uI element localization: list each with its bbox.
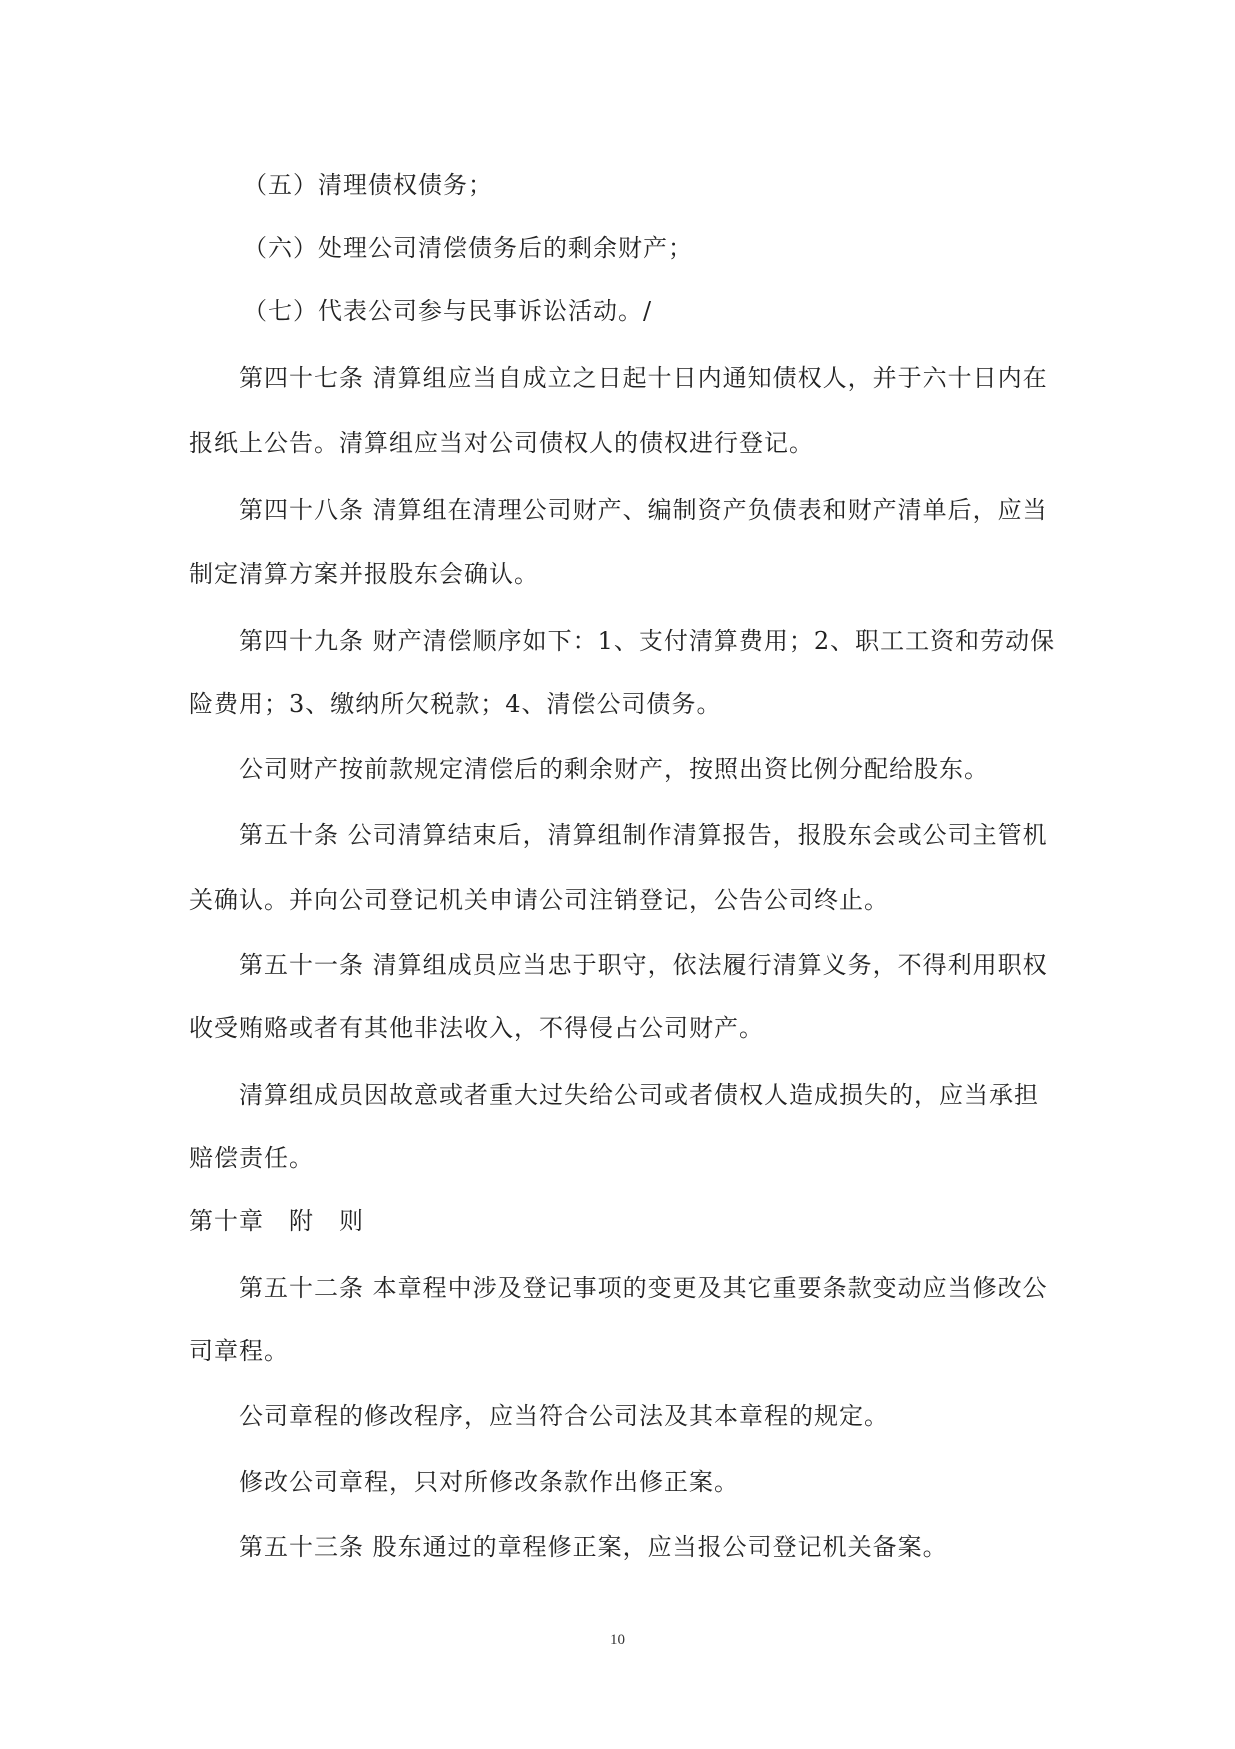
paragraph-line: 收受贿赂或者有其他非法收入，不得侵占公司财产。 — [189, 1014, 764, 1042]
paragraph-line: 第四十八条 清算组在清理公司财产、编制资产负债表和财产清单后，应当 — [239, 496, 1048, 524]
paragraph-line: 清算组成员因故意或者重大过失给公司或者债权人造成损失的，应当承担 — [239, 1081, 1039, 1109]
paragraph-line: 第五十三条 股东通过的章程修正案，应当报公司登记机关备案。 — [239, 1533, 948, 1561]
paragraph-line: 公司章程的修改程序，应当符合公司法及其本章程的规定。 — [239, 1402, 889, 1430]
paragraph-line: 险费用；3、缴纳所欠税款；4、清偿公司债务。 — [189, 690, 722, 718]
paragraph-line: 制定清算方案并报股东会确认。 — [189, 560, 539, 588]
paragraph-line: （七）代表公司参与民事诉讼活动。/ — [243, 297, 653, 325]
paragraph-line: 第四十九条 财产清偿顺序如下：1、支付清算费用；2、职工工资和劳动保 — [239, 627, 1056, 655]
paragraph-line: 司章程。 — [189, 1337, 289, 1365]
paragraph-line: 赔偿责任。 — [189, 1144, 314, 1172]
paragraph-line: 公司财产按前款规定清偿后的剩余财产，按照出资比例分配给股东。 — [239, 755, 989, 783]
paragraph-line: 第五十一条 清算组成员应当忠于职守，依法履行清算义务，不得利用职权 — [239, 951, 1048, 979]
paragraph-line: （五）清理债权债务； — [243, 171, 493, 199]
paragraph-line: 报纸上公告。清算组应当对公司债权人的债权进行登记。 — [189, 429, 814, 457]
paragraph-line: 第五十条 公司清算结束后，清算组制作清算报告，报股东会或公司主管机 — [239, 821, 1048, 849]
paragraph-line: 第五十二条 本章程中涉及登记事项的变更及其它重要条款变动应当修改公 — [239, 1274, 1048, 1302]
paragraph-line: 第四十七条 清算组应当自成立之日起十日内通知债权人，并于六十日内在 — [239, 364, 1048, 392]
page-number: 10 — [610, 1632, 625, 1648]
paragraph-line: 修改公司章程，只对所修改条款作出修正案。 — [239, 1468, 739, 1496]
chapter-heading: 第十章 附 则 — [189, 1207, 364, 1235]
paragraph-line: （六）处理公司清偿债务后的剩余财产； — [243, 234, 693, 262]
paragraph-line: 关确认。并向公司登记机关申请公司注销登记，公告公司终止。 — [189, 886, 889, 914]
